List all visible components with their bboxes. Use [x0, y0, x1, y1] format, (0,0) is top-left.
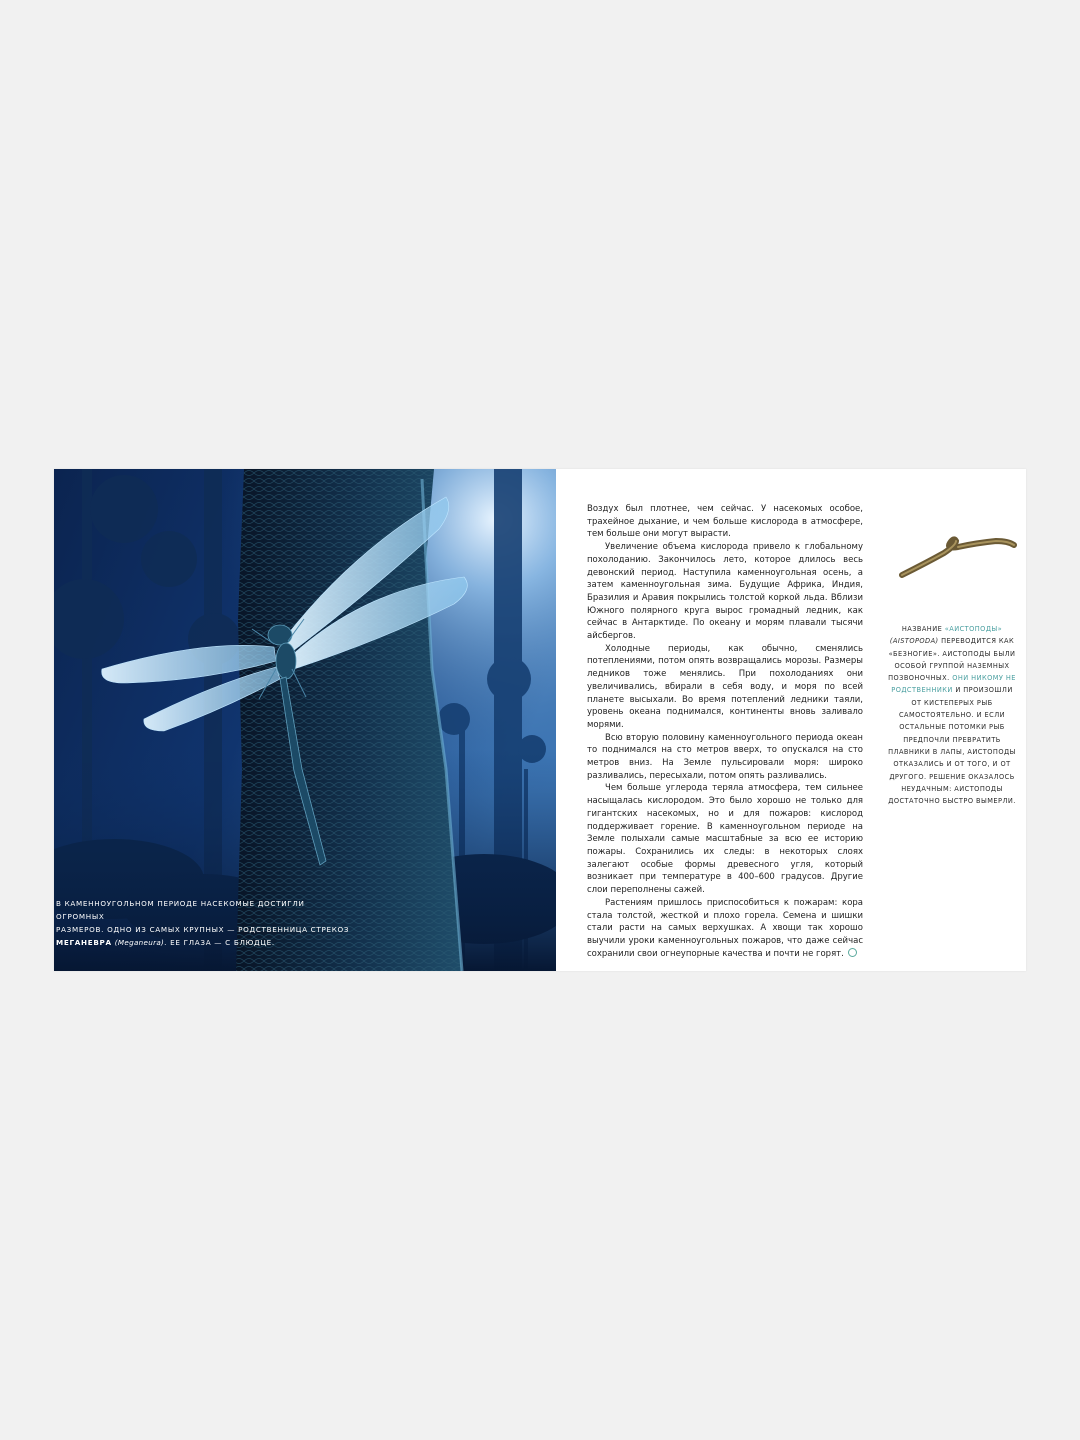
paragraph-6 — [587, 897, 863, 961]
aistopod-worm-illustration — [896, 533, 1018, 585]
caption-line-3 — [56, 936, 356, 949]
book-spread — [54, 469, 1026, 971]
sidenote-part-1: НАЗВАНИЕ — [901, 625, 945, 633]
paragraph-4: Всю вторую половину каменноугольного периода океан то поднимался на сто метров вверх, то опускался на сто метров вниз. На Земле пульсировали моря: широко разливались, пересыхали, потом опять разливались. — [587, 732, 863, 781]
sidenote-aistopods — [886, 623, 1018, 807]
caption-tail: . ЕЕ ГЛАЗА — С БЛЮДЦЕ. — [164, 938, 275, 947]
dragonfly-illustration — [54, 469, 556, 971]
paragraph-2: Увеличение объема кислорода привело к глобальному похолоданию. Закончилось лето, которое длилось весь девонский период. Наступила каменноугольная осень, а затем каменноугольная зима. Будущие Африка, Индия, Бразилия и Аравия покрылись толстой коркой льда. Вблизи Южного полярного круга вырос громадный ледник, как сейчас в Антарктиде. По океану и морям плавали тысячи айсбергов. — [587, 542, 863, 642]
sidenote-highlight: ОНИ НИКОМУ НЕ РОДСТВЕННИКИ — [891, 674, 1016, 695]
sidenote-part-3: И ПРОИЗОШЛИ ОТ КИСТЕПЕРЫХ РЫБ САМОСТОЯТЕЛЬНО. И ЕСЛИ ОСТАЛЬНЫЕ ПОТОМКИ РЫБ ПРЕДПОЧЛИ ПРЕВРАТИТЬ ПЛАВНИКИ В ЛАПЫ, АИСТОПОДЫ ОТКАЗАЛИСЬ И ОТ ТОГО, И ОТ ДРУГОГО. РЕШЕНИЕ ОКАЗАЛОСЬ НЕУДАЧНЫМ: АИСТОПОДЫ ДОСТАТОЧНО БЫСТРО ВЫМЕРЛИ. — [888, 686, 1016, 806]
paragraph-1: Воздух был плотнее, чем сейчас. У насекомых особое, трахейное дыхание, и чем больше кислорода в атмосфере, тем больше они могут вырасти. — [587, 504, 863, 540]
paragraph-3: Холодные периоды, как обычно, сменялись потеплениями, потом опять возвращались морозы. Размеры ледников тоже менялись. При похолоданиях они увеличивались, вбирали в себя воду, и моря по всей планете высыхали. Во время потеплений ледники таяли, уровень океана поднимался, континенты вновь заливало морями. — [587, 643, 863, 730]
end-of-text-circle-icon — [848, 948, 857, 957]
sidenote-latin: (AISTOPODA) — [889, 637, 939, 646]
caption-name-bold: МЕГАНЕВРА — [56, 938, 112, 947]
caption-line-1: В КАМЕННОУГОЛЬНОМ ПЕРИОДЕ НАСЕКОМЫЕ ДОСТИГЛИ ОГРОМНЫХ — [56, 899, 305, 921]
caption-name-latin: (Meganeura) — [114, 938, 165, 947]
paragraph-5: Чем больше углерода теряла атмосфера, тем сильнее насыщалась кислородом. Это было хорошо не только для гигантских насекомых, но и для пожаров: кислород поддерживает горение. В каменноугольном периоде на Земле полыхали самые масштабные за всю ее историю пожары. Сохранились их следы: в некоторых слоях залегают особые формы древесного угля, который возникает при температуре в 400–600 градусов. Другие слои переполнены сажей. — [587, 783, 863, 896]
illustration-caption — [56, 897, 356, 949]
sidenote-part-2: ПЕРЕВОДИТСЯ КАК «БЕЗНОГИЕ». АИСТОПОДЫ БЫЛИ ОСОБОЙ ГРУППОЙ НАЗЕМНЫХ ПОЗВОНОЧНЫХ. — [888, 637, 1016, 683]
sidenote-term: «АИСТОПОДЫ» — [944, 625, 1003, 633]
main-text-column — [587, 503, 863, 960]
caption-line-2: РАЗМЕРОВ. ОДНО ИЗ САМЫХ КРУПНЫХ — РОДСТВЕННИЦА СТРЕКОЗ — [56, 925, 350, 934]
paragraph-6-text: Растениям пришлось приспособиться к пожарам: кора стала толстой, жесткой и плохо горела. Семена и шишки стали расти на самых верхушках. А хвощи так хорошо выучили уроки каменноугольных пожаров, что даже сейчас сохранили свои огнеупорные качества и почти не горят. — [587, 897, 863, 959]
